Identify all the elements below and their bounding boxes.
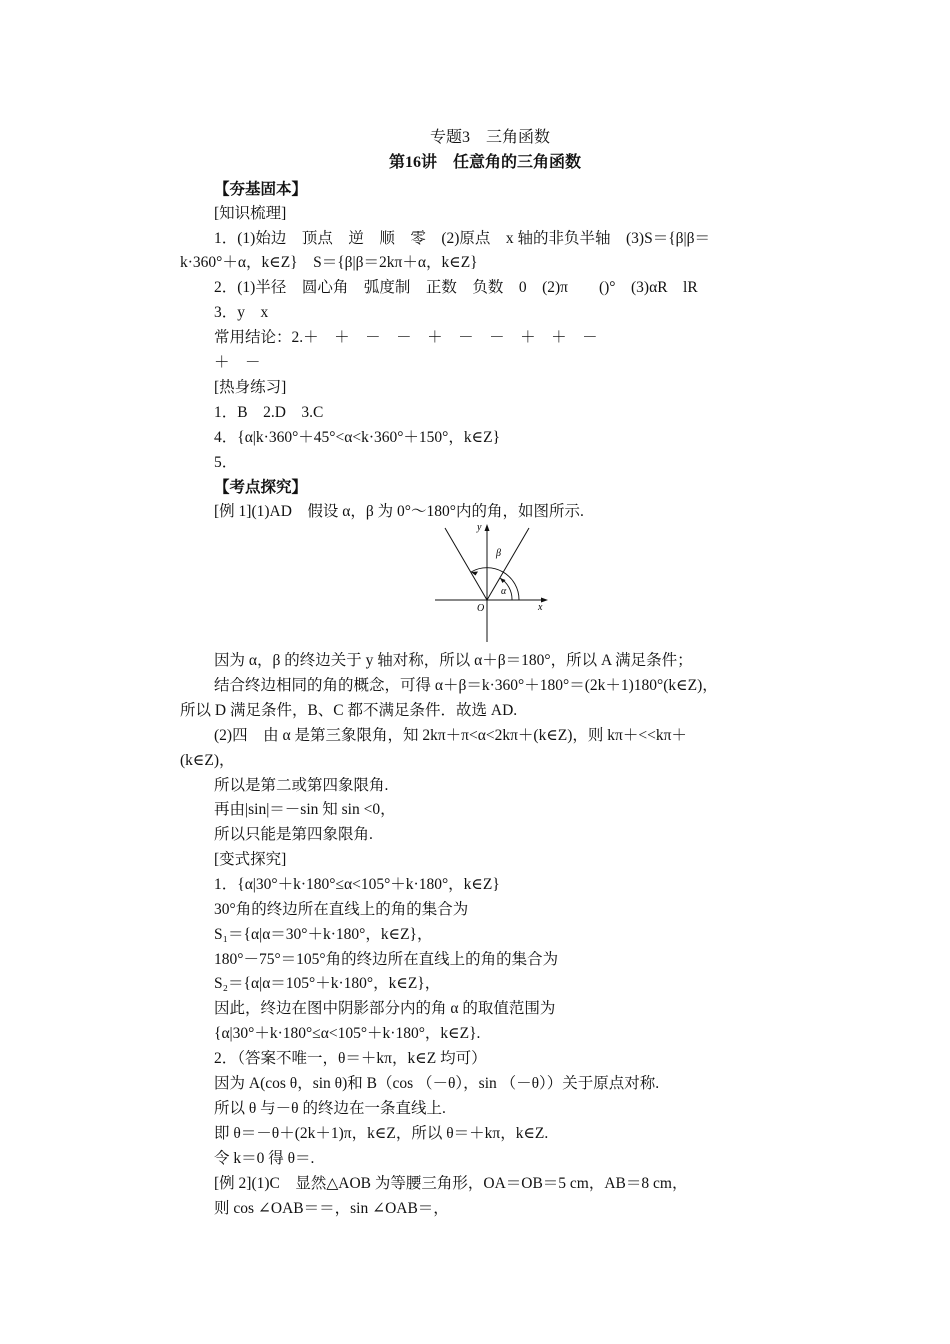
text-line: S₂＝{α|α＝105°＋k·180°，k∈Z}，	[214, 975, 441, 992]
x-axis-label: x	[538, 602, 543, 613]
text-line: (2)四 由 α 是第三象限角，知 2kπ＋π<α<2kπ＋(k∈Z)，则 kπ＋<<kπ＋	[214, 727, 687, 744]
y-axis-label: y	[477, 522, 482, 533]
text-line: 1．{α|30°＋k·180°≤α<105°＋k·180°，k∈Z}	[214, 876, 500, 893]
text-line: 1．B 2.D 3.C	[214, 404, 324, 421]
text-line: 所以 θ 与－θ 的终边在一条直线上.	[214, 1100, 446, 1117]
text-line: 所以只能是第四象限角.	[214, 826, 373, 843]
angle-diagram	[430, 518, 555, 646]
text-line: 3．y x	[214, 304, 269, 321]
text-line: ＋ －	[214, 354, 261, 371]
text-line: 1．(1)始边 顶点 逆 顺 零 (2)原点 x 轴的非负半轴 (3)S＝{β|β＝	[214, 230, 711, 247]
origin-label: O	[477, 603, 485, 614]
text-line: 180°－75°＝105°角的终边所在直线上的角的集合为	[214, 951, 559, 968]
text-line: 所以 D 满足条件，B、C 都不满足条件．故选 AD.	[180, 702, 518, 719]
beta-label: β	[496, 548, 501, 559]
text-line: [例 2](1)C 显然△AOB 为等腰三角形，OA＝OB＝5 cm，AB＝8 cm，	[214, 1175, 688, 1192]
alpha-label: α	[501, 586, 507, 597]
chapter-title: 专题3 三角函数	[430, 129, 551, 146]
text-line: 所以是第二或第四象限角.	[214, 777, 389, 794]
text-line: 5．	[214, 454, 238, 471]
text-line: k·360°＋α，k∈Z} S＝{β|β＝2kπ＋α，k∈Z}	[180, 254, 478, 271]
text-line: 因为 A(cos θ，sin θ)和 B（cos （－θ），sin （－θ））关于原点对称.	[214, 1075, 660, 1092]
subsection-heading: [知识梳理]	[214, 205, 287, 222]
text-line: 30°角的终边所在直线上的角的集合为	[214, 901, 469, 918]
text-line: S₁＝{α|α＝30°＋k·180°，k∈Z}，	[214, 926, 433, 943]
section-heading: 【考点探究】	[214, 479, 308, 496]
text-line: (k∈Z)，	[180, 752, 235, 769]
text-line: 2．(1)半径 圆心角 弧度制 正数 负数 0 (2)π ()° (3)αR lR	[214, 279, 698, 296]
text-line: 令 k＝0 得 θ＝.	[214, 1150, 315, 1167]
text-line: [例 1](1)AD 假设 α，β 为 0°～180°内的角，如图所示.	[214, 503, 584, 520]
text-line: {α|30°＋k·180°≤α<105°＋k·180°，k∈Z}.	[214, 1025, 481, 1042]
text-line: 常用结论：2.＋ ＋ － － ＋ － － ＋ ＋ －	[214, 329, 598, 346]
text-line: 再由|sin|＝－sin 知 sin <0，	[214, 801, 396, 818]
text-line: 因为 α，β 的终边关于 y 轴对称，所以 α＋β＝180°，所以 A 满足条件；	[214, 652, 693, 669]
text-line: 2．（答案不唯一，θ＝＋kπ，k∈Z 均可）	[214, 1050, 487, 1067]
text-line: 因此，终边在图中阴影部分内的角 α 的取值范围为	[214, 1000, 556, 1017]
section-heading: 【夯基固本】	[214, 181, 308, 198]
text-line: 4．{α|k·360°＋45°<α<k·360°＋150°，k∈Z}	[214, 429, 501, 446]
text-line: 结合终边相同的角的概念，可得 α＋β＝k·360°＋180°＝(2k＋1)180°(k∈Z)，	[214, 677, 718, 694]
angle-figure	[430, 518, 555, 646]
text-line: 则 cos ∠OAB＝＝，sin ∠OAB＝，	[214, 1200, 449, 1217]
subsection-heading: [热身练习]	[214, 379, 287, 396]
lecture-title: 第16讲 任意角的三角函数	[389, 154, 582, 171]
subsection-heading: [变式探究]	[214, 851, 287, 868]
text-line: 即 θ＝－θ＋(2k＋1)π，k∈Z，所以 θ＝＋kπ，k∈Z.	[214, 1125, 549, 1142]
